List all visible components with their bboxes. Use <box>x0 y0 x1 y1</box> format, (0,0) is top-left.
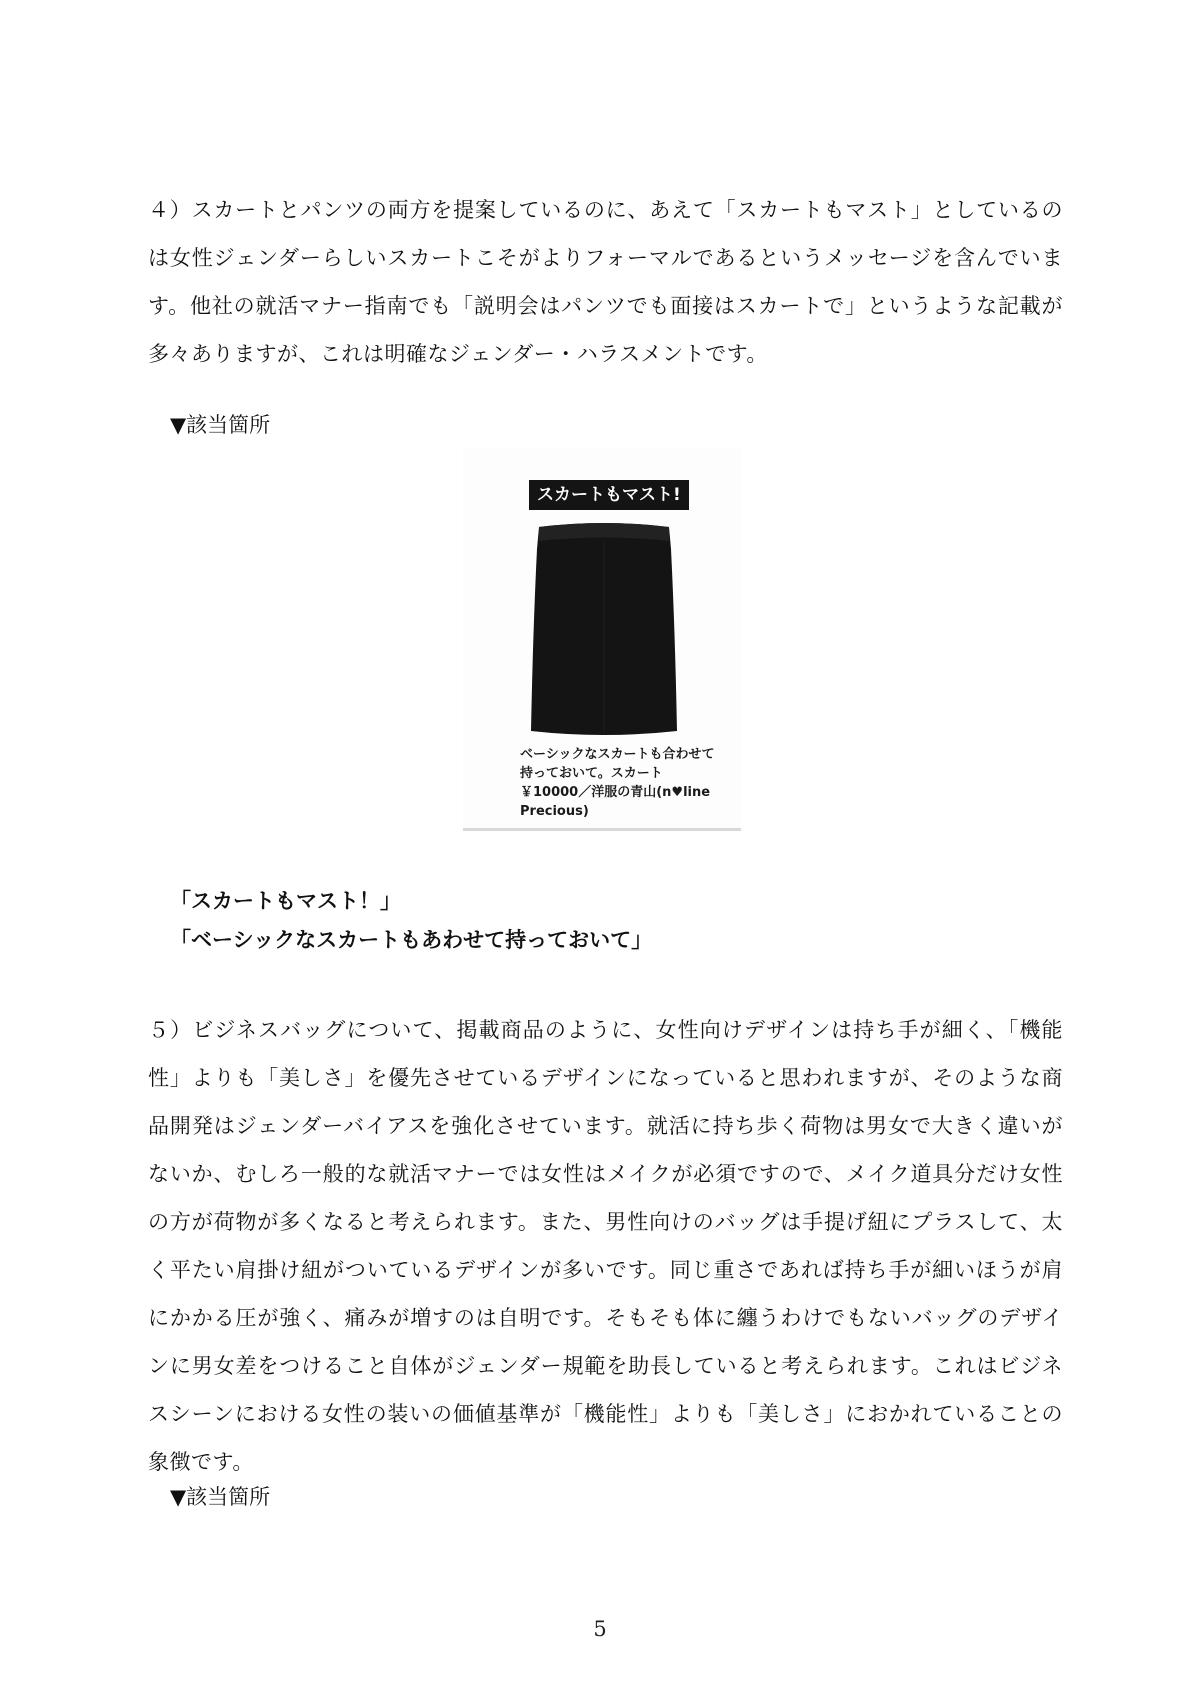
clipping-caption: ベーシックなスカートも合わせて持っておいて。スカート￥10000／洋服の青山(n♥line Precious) <box>520 747 715 819</box>
section-4-paragraph: ４）スカートとパンツの両方を提案しているのに、あえて「スカートもマスト」としているのは女性ジェンダーらしいスカートこそがよりフォーマルであるというメッセージを含んでいます。他社の就活マナー指南でも「説明会はパンツでも面接はスカートで」というような記載が多々ありますが、これは明確なジェンダー・ハラスメントです。 <box>148 198 1063 366</box>
clipping-banner: スカートもマスト! <box>529 480 689 510</box>
quote-basic-skirt: 「ベーシックなスカートもあわせて持っておいて」 <box>170 928 653 952</box>
reference-label: ▼該当箇所 <box>170 1485 271 1509</box>
page-number: 5 <box>593 1617 607 1641</box>
section-5-paragraph: ５）ビジネスバッグについて、掲載商品のように、女性向けデザインは持ち手が細く、「機能性」よりも「美しさ」を優先させているデザインになっていると思われますが、そのような商品開発はジェンダーバイアスを強化させています。就活に持ち歩く荷物は男女で大きく違いがないか、むしろ一般的な就活マナーでは女性はメイクが必須ですので、メイク道具分だけ女性の方が荷物が多くなると考えられます。また、男性向けのバッグは手提げ紐にプラスして、太く平たい肩掛け紐がついているデザインが多いです。同じ重さであれば持ち手が細いほうが肩にかかる圧が強く、痛みが増すのは自明です。そもそも体に纏うわけでもないバッグのデザインに男女差をつけること自体がジェンダー規範を助長していると考えられます。これはビジネスシーンにおける女性の装いの価値基準が「機能性」よりも「美しさ」におかれていることの象徴です。 <box>148 1018 1063 1474</box>
skirt-image <box>529 519 679 739</box>
quote-skirt-must: 「スカートもマスト！」 <box>170 889 401 913</box>
reference-label: ▼該当箇所 <box>170 413 271 437</box>
magazine-clipping-image <box>463 447 741 831</box>
